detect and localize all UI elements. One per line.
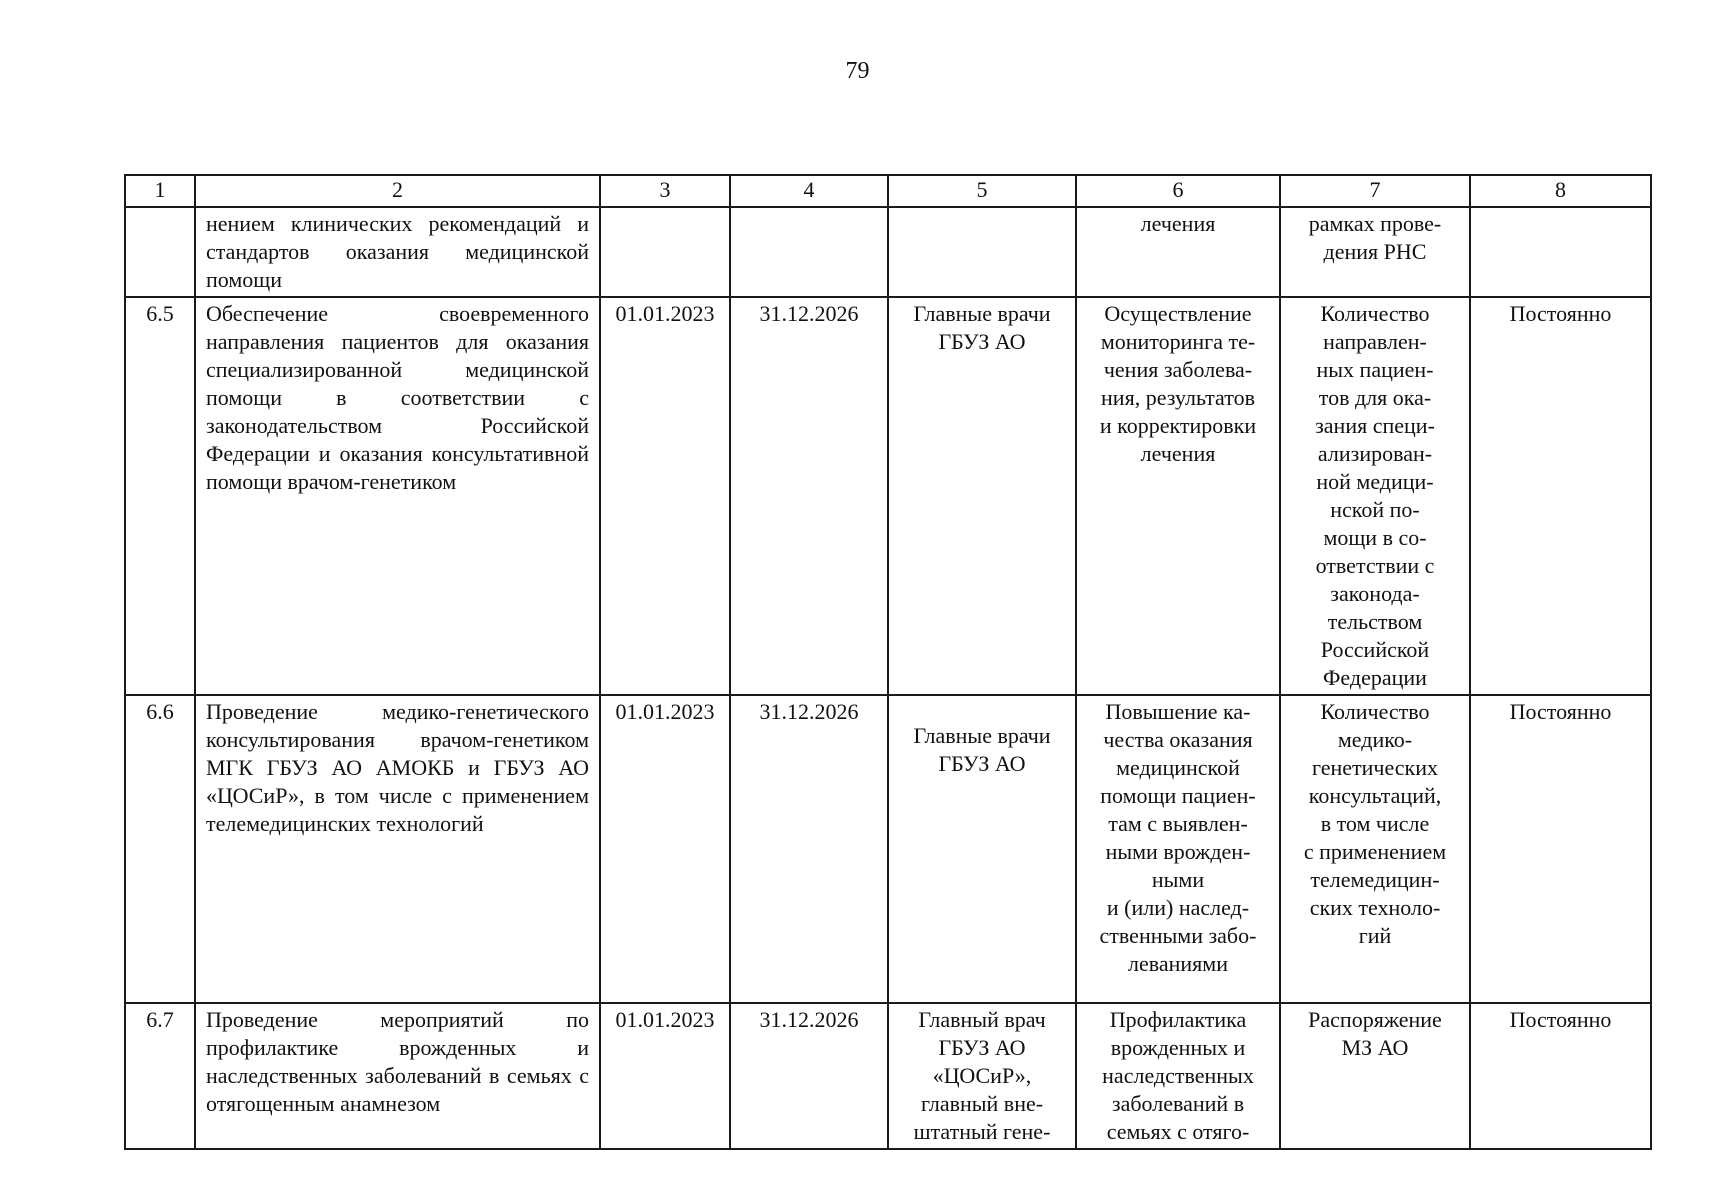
start-date: 01.01.2023 xyxy=(600,695,730,1003)
indicator xyxy=(1280,207,1470,297)
start-date xyxy=(600,207,730,297)
start-date: 01.01.2023 xyxy=(600,297,730,695)
indicator-text: рамках прове- дения РНС xyxy=(1308,211,1442,264)
start-date: 01.01.2023 xyxy=(600,1003,730,1149)
table-row-6-5 xyxy=(125,297,1651,695)
action-text: Проведение медико-генетического консультирования врачом-генетиком МГК ГБУЗ АО АМОКБ и ГБУЗ АО «ЦОСиР», в том числе с применением телемедицинских технологий xyxy=(195,695,600,1003)
header-row xyxy=(125,175,1651,207)
indicator-text: Количество направлен- ных пациен- тов для ока- зания специ- ализирован- ной медици- нской по- мощи в со- ответствии с законода- тельством Российской Федерации xyxy=(1315,301,1435,690)
responsible xyxy=(888,207,1076,297)
expected-result-text: Повышение ка- чества оказания медицинской помощи пациен- там с выявлен- ными врожден- ными и (или) наслед- ственными забо- леваниями xyxy=(1099,699,1257,976)
action-text: Обеспечение своевременного направления пациентов для оказания специализированной медицинской помощи в соответствии с законодательством Российской Федерации и оказания консультативной помощи врачом-генетиком xyxy=(195,297,600,695)
header-col-3: 3 xyxy=(600,175,730,207)
action-text: нением клинических рекомендаций и стандартов оказания медицинской помощи xyxy=(195,207,600,297)
indicator-text: Количество медико- генетических консультаций, в том числе с применением телемедицин- ских техноло- гий xyxy=(1303,699,1447,948)
expected-result xyxy=(1076,1003,1280,1149)
responsible-text: Главный врач ГБУЗ АО «ЦОСиР», главный вне- штатный гене- xyxy=(913,1007,1051,1144)
indicator xyxy=(1280,297,1470,695)
end-date xyxy=(730,207,888,297)
indicator xyxy=(1280,1003,1470,1149)
plan-table xyxy=(124,174,1652,1150)
header-col-5: 5 xyxy=(888,175,1076,207)
frequency: Постоянно xyxy=(1470,695,1651,1003)
responsible-text: Главные врачи ГБУЗ АО xyxy=(913,301,1051,354)
end-date: 31.12.2026 xyxy=(730,297,888,695)
page-number: 79 xyxy=(845,58,870,84)
header-col-8: 8 xyxy=(1470,175,1651,207)
expected-result xyxy=(1076,297,1280,695)
expected-result xyxy=(1076,695,1280,1003)
frequency xyxy=(1470,207,1651,297)
header-col-2: 2 xyxy=(195,175,600,207)
table-row-6-6 xyxy=(125,695,1651,1003)
frequency: Постоянно xyxy=(1470,1003,1651,1149)
expected-result-text: лечения xyxy=(1140,211,1216,236)
responsible xyxy=(888,1003,1076,1149)
responsible xyxy=(888,297,1076,695)
table-row-continuation xyxy=(125,207,1651,297)
end-date: 31.12.2026 xyxy=(730,1003,888,1149)
header-col-4: 4 xyxy=(730,175,888,207)
responsible xyxy=(888,695,1076,1003)
expected-result-text: Осуществление мониторинга те- чения заболева- ния, результатов и корректировки лечения xyxy=(1099,301,1257,466)
indicator-text: Распоряжение МЗ АО xyxy=(1308,1007,1442,1060)
indicator xyxy=(1280,695,1470,1003)
header-col-6: 6 xyxy=(1076,175,1280,207)
expected-result xyxy=(1076,207,1280,297)
row-number xyxy=(125,207,195,297)
frequency: Постоянно xyxy=(1470,297,1651,695)
end-date: 31.12.2026 xyxy=(730,695,888,1003)
header-col-7: 7 xyxy=(1280,175,1470,207)
row-number: 6.7 xyxy=(125,1003,195,1149)
action-text: Проведение мероприятий по профилактике врожденных и наследственных заболеваний в семьях с отягощенным анамнезом xyxy=(195,1003,600,1149)
row-number: 6.6 xyxy=(125,695,195,1003)
expected-result-text: Профилактика врожденных и наследственных заболеваний в семьях с отяго- xyxy=(1102,1007,1254,1144)
header-col-1: 1 xyxy=(125,175,195,207)
table-row-6-7 xyxy=(125,1003,1651,1149)
row-number: 6.5 xyxy=(125,297,195,695)
responsible-text: Главные врачи ГБУЗ АО xyxy=(913,723,1051,776)
